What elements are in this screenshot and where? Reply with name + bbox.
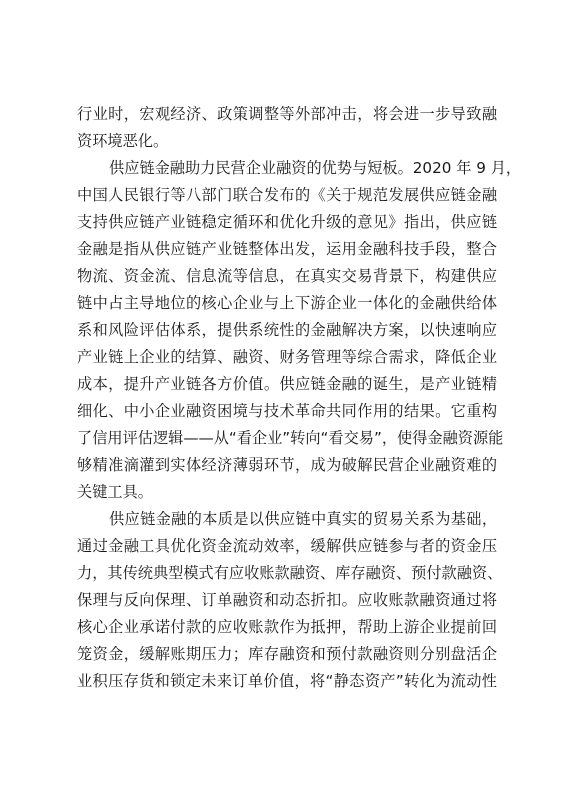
text-line: 行业时，宏观经济、政策调整等外部冲击，将会进一步导致融: [77, 105, 497, 123]
text-line: 物流、资金流、信息流等信息，在真实交易背景下，构建供应: [77, 267, 497, 285]
text-line: 核心企业承诺付款的应收账款作为抵押，帮助上游企业提前回: [77, 618, 497, 636]
text-line: 保理与反向保理、订单融资和动态折扣。应收账款融资通过将: [77, 591, 497, 609]
text-line: 供应链金融助力民营企业融资的优势与短板。2020 年 9 月，: [109, 159, 522, 177]
text-line: 够精准滴灌到实体经济薄弱环节，成为破解民营企业融资难的: [77, 456, 497, 474]
text-line: 系和风险评估体系，提供系统性的金融解决方案，以快速响应: [77, 321, 497, 339]
text-line: 产业链上企业的结算、融资、财务管理等综合需求，降低企业: [77, 348, 497, 366]
text-line: 成本，提升产业链各方价值。供应链金融的诞生，是产业链精: [77, 375, 497, 393]
text-line: 链中占主导地位的核心企业与上下游企业一体化的金融供给体: [77, 294, 497, 312]
text-line: 力，其传统典型模式有应收账款融资、库存融资、预付款融资、: [77, 564, 503, 582]
text-line: 通过金融工具优化资金流动效率，缓解供应链参与者的资金压: [77, 537, 497, 555]
text-line: 细化、中小企业融资困境与技术革命共同作用的结果。它重构: [77, 402, 497, 420]
text-line: 关键工具。: [77, 483, 153, 501]
text-line: 业积压存货和锁定未来订单价值，将“静态资产”转化为流动性: [77, 672, 497, 690]
text-line: 了信用评估逻辑——从“看企业”转向“看交易”，使得金融资源能: [77, 429, 504, 447]
text-line: 金融是指从供应链产业链整体出发，运用金融科技手段，整合: [77, 240, 497, 258]
text-line: 支持供应链产业链稳定循环和优化升级的意见》指出，供应链: [77, 213, 497, 231]
text-line: 笼资金，缓解账期压力；库存融资和预付款融资则分别盘活企: [77, 645, 497, 663]
text-line: 供应链金融的本质是以供应链中真实的贸易关系为基础，: [109, 510, 497, 528]
text-line: 中国人民银行等八部门联合发布的《关于规范发展供应链金融: [77, 186, 497, 204]
text-line: 资环境恶化。: [77, 132, 169, 150]
